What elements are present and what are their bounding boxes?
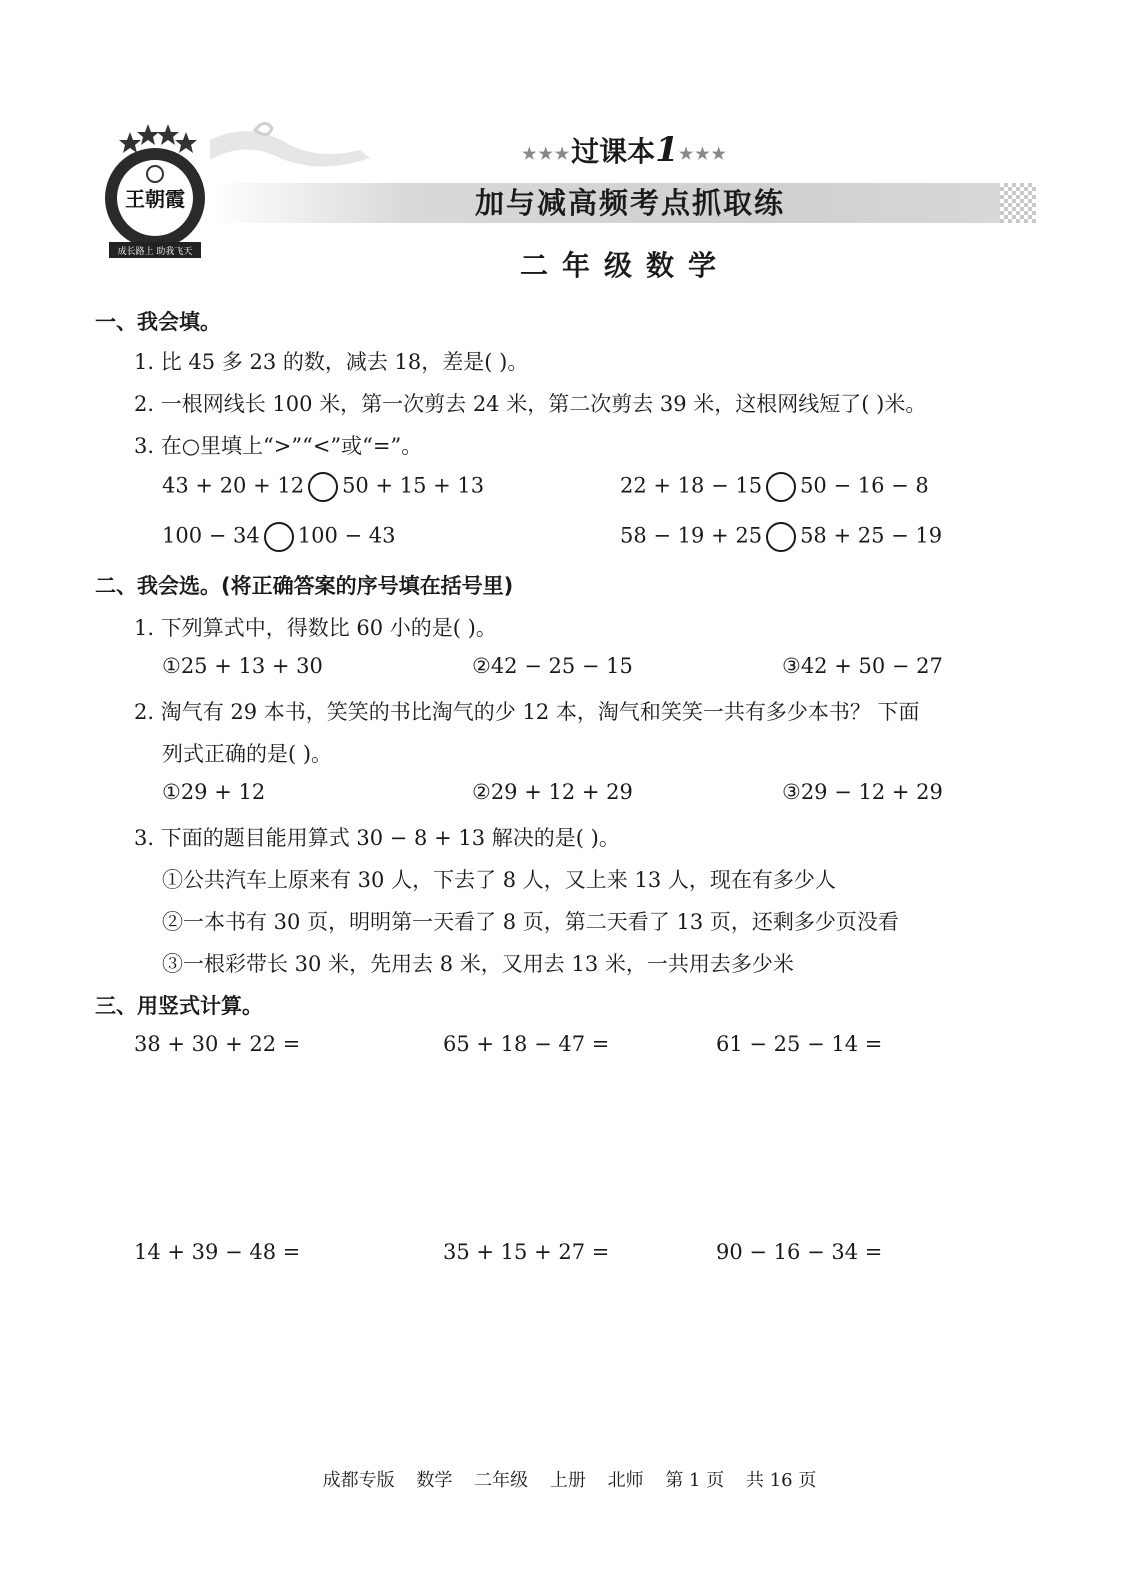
section2-heading: 二、我会选。(将正确答案的序号填在括号里) bbox=[95, 574, 514, 598]
s1-question-1: 1. 比 45 多 23 的数，减去 18，差是( )。 bbox=[134, 350, 529, 374]
compare-circle[interactable] bbox=[766, 522, 796, 552]
s2-q2-option-1: ①29 + 12 bbox=[162, 780, 266, 804]
footer-page-total: 共 16 页 bbox=[745, 1470, 817, 1491]
compare-circle[interactable] bbox=[766, 472, 796, 502]
s2-q3-option-1: ①公共汽车上原来有 30 人，下去了 8 人，又上来 13 人，现在有多少人 bbox=[162, 868, 836, 892]
s2-q1-option-3: ③42 + 50 − 27 bbox=[782, 654, 943, 678]
compare-item: 58 − 19 + 25 58 + 25 − 19 bbox=[620, 522, 942, 552]
footer-page-number: 第 1 页 bbox=[665, 1470, 725, 1491]
page-subtitle: 二年级数学 bbox=[519, 249, 730, 282]
s2-q3-option-3: ③一根彩带长 30 米，先用去 8 米，又用去 13 米，一共用去多少米 bbox=[162, 952, 794, 976]
checker-decoration bbox=[1000, 183, 1036, 223]
footer-subject: 数学 bbox=[416, 1470, 453, 1491]
footer-publisher: 北师 bbox=[607, 1470, 644, 1491]
calc-problem: 38 + 30 + 22 = bbox=[134, 1032, 301, 1056]
page-title: 加与减高频考点抓取练 bbox=[474, 186, 785, 220]
s2-question-1: 1. 下列算式中，得数比 60 小的是( )。 bbox=[134, 616, 497, 640]
calc-problem: 90 − 16 − 34 = bbox=[716, 1240, 883, 1264]
series-label: ★★★过课本1★★★ bbox=[522, 130, 728, 170]
s2-q1-option-2: ②42 − 25 − 15 bbox=[472, 654, 633, 678]
ribbon-decoration bbox=[210, 120, 370, 180]
compare-item: 43 + 20 + 12 50 + 15 + 13 bbox=[162, 472, 484, 502]
calc-problem: 14 + 39 − 48 = bbox=[134, 1240, 301, 1264]
s2-q2-option-2: ②29 + 12 + 29 bbox=[472, 780, 633, 804]
logo-motto: 成长路上 助我飞天 bbox=[117, 247, 193, 257]
compare-circle[interactable] bbox=[308, 472, 338, 502]
logo-name: 王朝霞 bbox=[125, 187, 185, 211]
s2-q3-option-2: ②一本书有 30 页，明明第一天看了 8 页，第二天看了 13 页，还剩多少页没看 bbox=[162, 910, 899, 934]
s2-q2-option-3: ③29 − 12 + 29 bbox=[782, 780, 943, 804]
footer-volume: 上册 bbox=[549, 1470, 586, 1491]
s2-question-2-line2: 列式正确的是( )。 bbox=[162, 742, 333, 766]
compare-item: 100 − 34 100 − 43 bbox=[162, 522, 396, 552]
section3-heading: 三、用竖式计算。 bbox=[95, 994, 263, 1018]
s2-question-3: 3. 下面的题目能用算式 30 − 8 + 13 解决的是( )。 bbox=[134, 826, 620, 850]
page-footer bbox=[0, 1466, 1139, 1492]
calc-problem: 35 + 15 + 27 = bbox=[443, 1240, 610, 1264]
s2-question-2-line1: 2. 淘气有 29 本书，笑笑的书比淘气的少 12 本，淘气和笑笑一共有多少本书？ 下面 bbox=[134, 700, 920, 724]
compare-item: 22 + 18 − 15 50 − 16 − 8 bbox=[620, 472, 929, 502]
star-icon: ★★★ bbox=[522, 144, 572, 163]
calc-problem: 61 − 25 − 14 = bbox=[716, 1032, 883, 1056]
s2-q1-option-1: ①25 + 13 + 30 bbox=[162, 654, 323, 678]
publisher-logo bbox=[95, 118, 215, 268]
compare-circle[interactable] bbox=[264, 522, 294, 552]
footer-grade: 二年级 bbox=[474, 1470, 529, 1491]
footer-edition: 成都专版 bbox=[322, 1470, 395, 1491]
section1-heading: 一、我会填。 bbox=[95, 310, 221, 334]
s1-question-2: 2. 一根网线长 100 米，第一次剪去 24 米，第二次剪去 39 米，这根网线短了( )米。 bbox=[134, 392, 927, 416]
s1-question-3: 3. 在○里填上“>”“<”或“=”。 bbox=[134, 434, 423, 458]
star-icon: ★★★ bbox=[678, 144, 728, 163]
calc-problem: 65 + 18 − 47 = bbox=[443, 1032, 610, 1056]
